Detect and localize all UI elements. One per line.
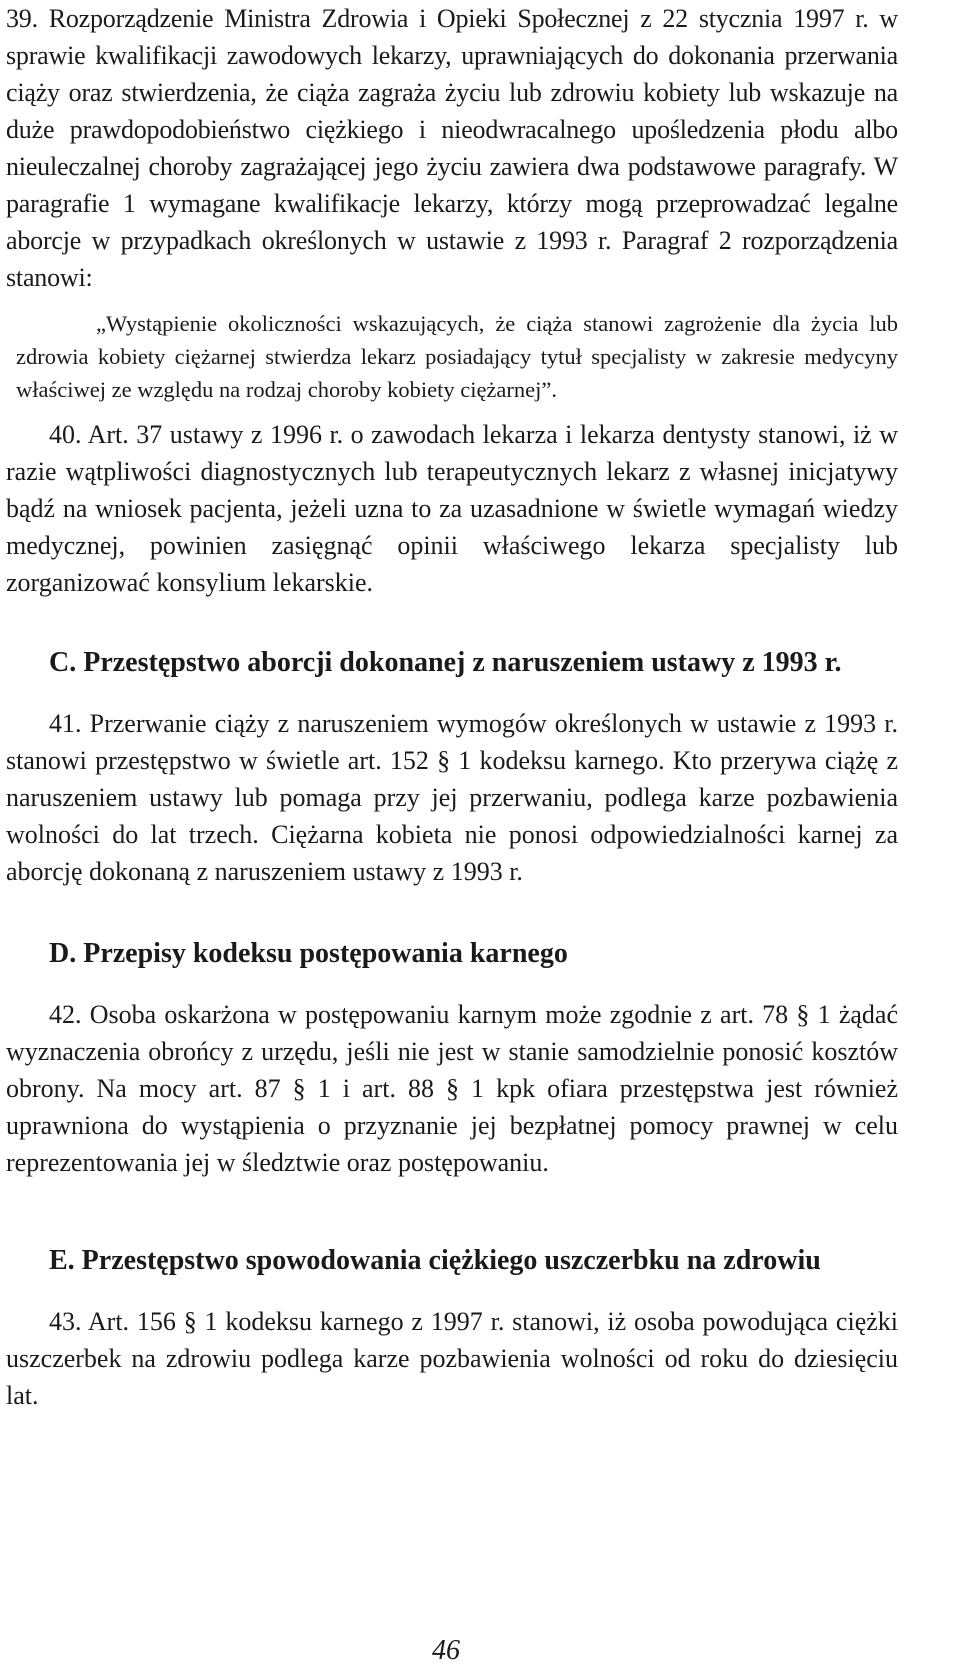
paragraph-41: 41. Przerwanie ciąży z naruszeniem wymogów określonych w ustawie z 1993 r. stanowi przestępstwo w świetle art. 152 § 1 kodeksu karnego. Kto przerywa ciążę z naruszeniem ustawy lub pomaga przy jej przerwaniu, podlega karze pozbawienia wolności do lat trzech. Ciężarna kobieta nie ponosi odpowiedzialności karnej za aborcję dokonaną z naruszeniem ustawy z 1993 r. xyxy=(6,709,898,886)
page-number: 46 xyxy=(432,1635,460,1666)
section-heading-e: E. Przestępstwo spowodowania ciężkiego uszczerbku na zdrowiu xyxy=(49,1245,821,1276)
quoted-regulation: „Wystąpienie okoliczności wskazujących, że ciąża stanowi zagrożenie dla życia lub zdrowia kobiety ciężarnej stwierdza lekarz posiadający tytuł specjalisty w zakresie medycyny właściwej ze względu na rodzaj choroby kobiety ciężarnej”. xyxy=(16,311,898,402)
paragraph-42: 42. Osoba oskarżona w postępowaniu karnym może zgodnie z art. 78 § 1 żądać wyznaczenia obrońcy z urzędu, jeśli nie jest w stanie samodzielnie ponosić kosztów obrony. Na mocy art. 87 § 1 i art. 88 § 1 kpk ofiara przestępstwa jest również uprawniona do wystąpienia o przyznanie jej bezpłatnej pomocy prawnej w celu reprezentowania jej w śledztwie oraz postępowaniu. xyxy=(6,1000,898,1177)
document-page xyxy=(6,0,898,1414)
section-heading-c: C. Przestępstwo aborcji dokonanej z naruszeniem ustawy z 1993 r. xyxy=(49,647,842,678)
paragraph-40: 40. Art. 37 ustawy z 1996 r. o zawodach lekarza i lekarza dentysty stanowi, iż w razie wątpliwości diagnostycznych lub terapeutycznych lekarz z własnej inicjatywy bądź na wniosek pacjenta, jeżeli uzna to za uzasadnione w świetle wymagań wiedzy medycznej, powinien zasięgnąć opinii właściwego lekarza specjalisty lub zorganizować konsylium lekarskie. xyxy=(6,420,898,597)
paragraph-43: 43. Art. 156 § 1 kodeksu karnego z 1997 r. stanowi, iż osoba powodująca ciężki uszczerbek na zdrowiu podlega karze pozbawienia wolności od roku do dziesięciu lat. xyxy=(6,1307,898,1410)
section-heading-d: D. Przepisy kodeksu postępowania karnego xyxy=(49,938,568,969)
paragraph-39: 39. Rozporządzenie Ministra Zdrowia i Opieki Społecznej z 22 stycznia 1997 r. w sprawie kwalifikacji zawodowych lekarzy, uprawniających do dokonania przerwania ciąży oraz stwierdzenia, że ciąża zagraża życiu lub zdrowiu kobiety lub wskazuje na duże prawdopodobieństwo ciężkiego i nieodwracalnego upośledzenia płodu albo nieuleczalnej choroby zagrażającej jego życiu zawiera dwa podstawowe paragrafy. W paragrafie 1 wymagane kwalifikacje lekarzy, którzy mogą przeprowadzać legalne aborcje w przypadkach określonych w ustawie z 1993 r. Paragraf 2 rozporządzenia stanowi: xyxy=(6,4,898,292)
